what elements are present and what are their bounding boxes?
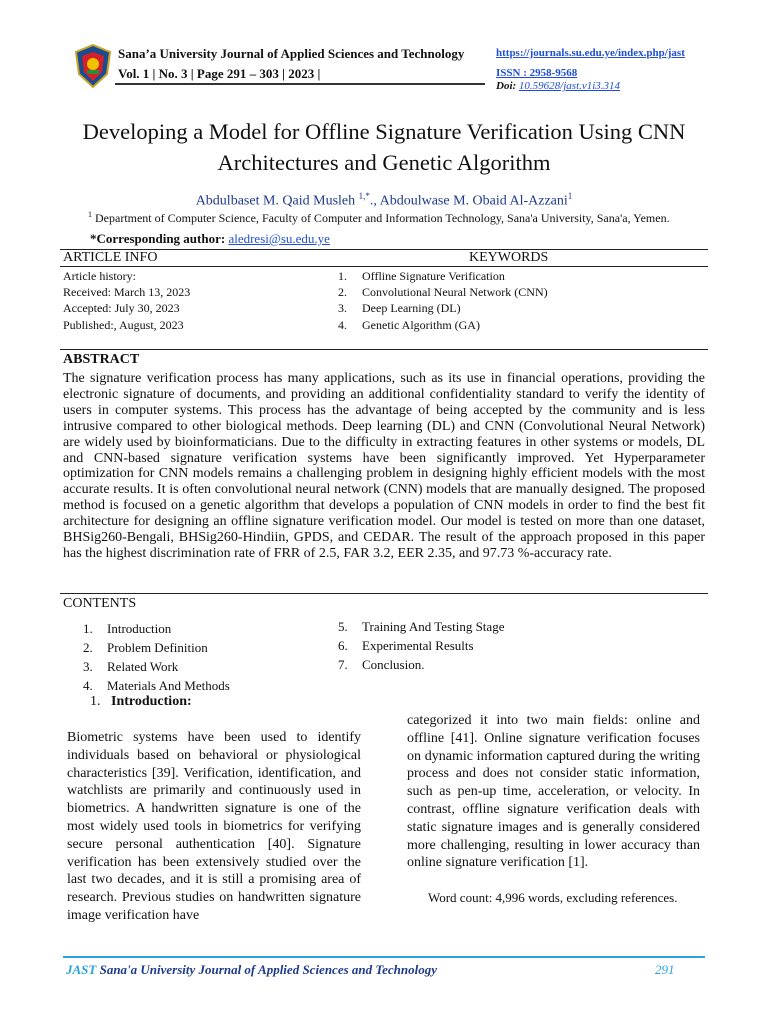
header-divider [115,83,485,85]
history-label: Article history: [63,269,136,283]
toc-text: Experimental Results [362,638,474,653]
volume-line: Vol. 1 | No. 3 | Page 291 – 303 | 2023 | [118,66,321,81]
doi-label: Doi: [496,80,519,92]
toc-num: 3. [83,659,93,674]
title-line-2: Architectures and Genetic Algorithm [217,150,551,175]
toc-left [83,619,230,695]
word-count: Word count: 4,996 words, excluding references. [428,890,678,905]
toc-num: 1. [83,621,93,636]
toc-text: Training And Testing Stage [362,619,505,634]
toc-text: Introduction [107,621,172,636]
keyword-item [338,268,548,284]
published-date: Published:, August, 2023 [63,317,184,332]
toc-item-related-work[interactable] [83,657,230,676]
keywords-list [338,268,548,333]
affiliation-marker: 1 [88,210,92,219]
keywords-heading: KEYWORDS [469,250,549,265]
toc-text: Problem Definition [107,640,208,655]
toc-text: Conclusion. [362,657,425,672]
keyword-num: 2. [338,285,347,300]
journal-url-link[interactable]: https://journals.su.edu.ye/index.php/jast [496,47,685,59]
divider [60,349,708,350]
received-date: Received: March 13, 2023 [63,285,191,300]
journal-name: Sana’a University Journal of Applied Sciences and Technology [118,46,465,61]
divider [60,266,708,267]
article-info-heading: ARTICLE INFO [63,250,158,265]
toc-num: 2. [83,640,93,655]
page-number: 291 [655,962,675,977]
author-1: Abdulbaset M. Qaid Musleh [195,193,356,209]
keyword-item [338,284,548,300]
section-number: 1. [90,694,101,709]
accepted-date: Accepted: July 30, 2023 [63,301,180,316]
toc-text: Materials And Methods [107,678,230,693]
contents-heading: CONTENTS [63,596,137,611]
title-line-1: Developing a Model for Offline Signature Verification Using CNN [82,119,686,144]
paper-title [40,116,728,178]
keyword-text: Deep Learning (DL) [362,301,461,316]
toc-item-training-testing[interactable] [338,617,504,636]
corresponding-author [90,231,330,247]
footer-jast: JAST [66,962,97,977]
journal-logo-icon [74,44,112,88]
affiliation [88,210,670,226]
toc-num: 7. [338,657,348,672]
author-2-affiliation: 1 [567,191,573,201]
keyword-num: 1. [338,269,347,283]
author-2: ., Abdoulwase M. Obaid Al-Azzani [369,193,568,209]
footer-journal-name: Sana'a University Journal of Applied Sciences and Technology [96,962,438,977]
footer-journal [66,962,437,978]
author-1-affiliation: 1,* [358,191,370,201]
doi-line [496,80,620,92]
footer-divider [63,956,705,958]
authors [40,191,728,210]
keyword-text: Genetic Algorithm (GA) [362,317,480,332]
issn-link[interactable]: ISSN : 2958-9568 [496,67,578,79]
toc-num: 6. [338,638,348,653]
keyword-text: Offline Signature Verification [362,269,505,283]
affiliation-text: Department of Computer Science, Faculty of Computer and Information Technology, Sana'a University, Sana'a, Yemen. [92,211,670,225]
keyword-item [338,300,548,316]
toc-right [338,617,504,674]
corresponding-email-link[interactable]: aledresi@su.edu.ye [228,231,330,246]
doi-link[interactable]: 10.59628/jast.v1i3.314 [518,80,621,92]
intro-column-left: Biometric systems have been used to identify individuals based on behavioral or physiological characteristics [39]. Verification, identification, and watchlists are primarily and continuously used in biometrics. A handwritten signature is one of the most widely used tools in biometrics for verifying secure personal authentication [40]. Signature verification has been extensively studied over the last two decades, and it is still a promising area of research. Previous studies on handwritten signature image verification have [67,730,361,923]
toc-text: Related Work [107,659,179,674]
keyword-text: Convolutional Neural Network (CNN) [362,285,548,300]
toc-num: 5. [338,619,348,634]
toc-item-introduction[interactable] [83,619,230,638]
abstract-heading: ABSTRACT [63,352,140,367]
toc-num: 4. [83,678,93,693]
toc-item-problem-definition[interactable] [83,638,230,657]
toc-item-conclusion[interactable] [338,655,504,674]
abstract-text: The signature verification process has many applications, such as its use in financial operations, providing the electronic signature of documents, and providing an additional confidentiality standard to verify the identity of users in computer systems. This process has the advantage of being accepted by the community and is less intrusive compared to other biological methods. Deep learning (DL) and CNN (Convolutional Neural Network) are widely used by bioinformaticians. Due to the difficulty in extracting features in other systems or models, DL and CNN-based signature verification systems have been significantly improved. Yet Hyperparameter optimization for CNN models remains a challenging problem in designing highly efficient models with the most accurate results. It is often convolutional neural network (CNN) models that are manually designed. The proposed method is focused on a genetic algorithm that develops a population of CNN models in order to find the best fit architecture for designing an offline signature verification model. Our model is tested on more than one dataset, BHSig260-Bengali, BHSig260-Hindiin, GPDS, and CEDAR. The result of the approach proposed in this paper has the highest discrimination rate of FRR of 2.5, FAR 3.2, EER 2.35, and 97.73 %-accuracy rate. [63,371,705,561]
divider [60,593,708,594]
introduction-heading [90,694,192,710]
keyword-item [338,317,548,333]
keyword-num: 3. [338,301,347,316]
intro-column-right: categorized it into two main fields: online and offline [41]. Online signature verification focuses on dynamic information captured during the writing process and does not consider static information, such as pen-up time, acceleration, or velocity. In contrast, offline signature verification deals with static signature images and is generally considered more challenging, resulting in lower accuracy than online signature verification [1]. [407,713,700,871]
toc-item-experimental-results[interactable] [338,636,504,655]
keyword-num: 4. [338,317,347,332]
corresponding-label: *Corresponding author: [90,231,226,246]
toc-item-materials-methods[interactable] [83,676,230,695]
article-history [63,268,190,333]
section-title: Introduction: [111,694,192,709]
